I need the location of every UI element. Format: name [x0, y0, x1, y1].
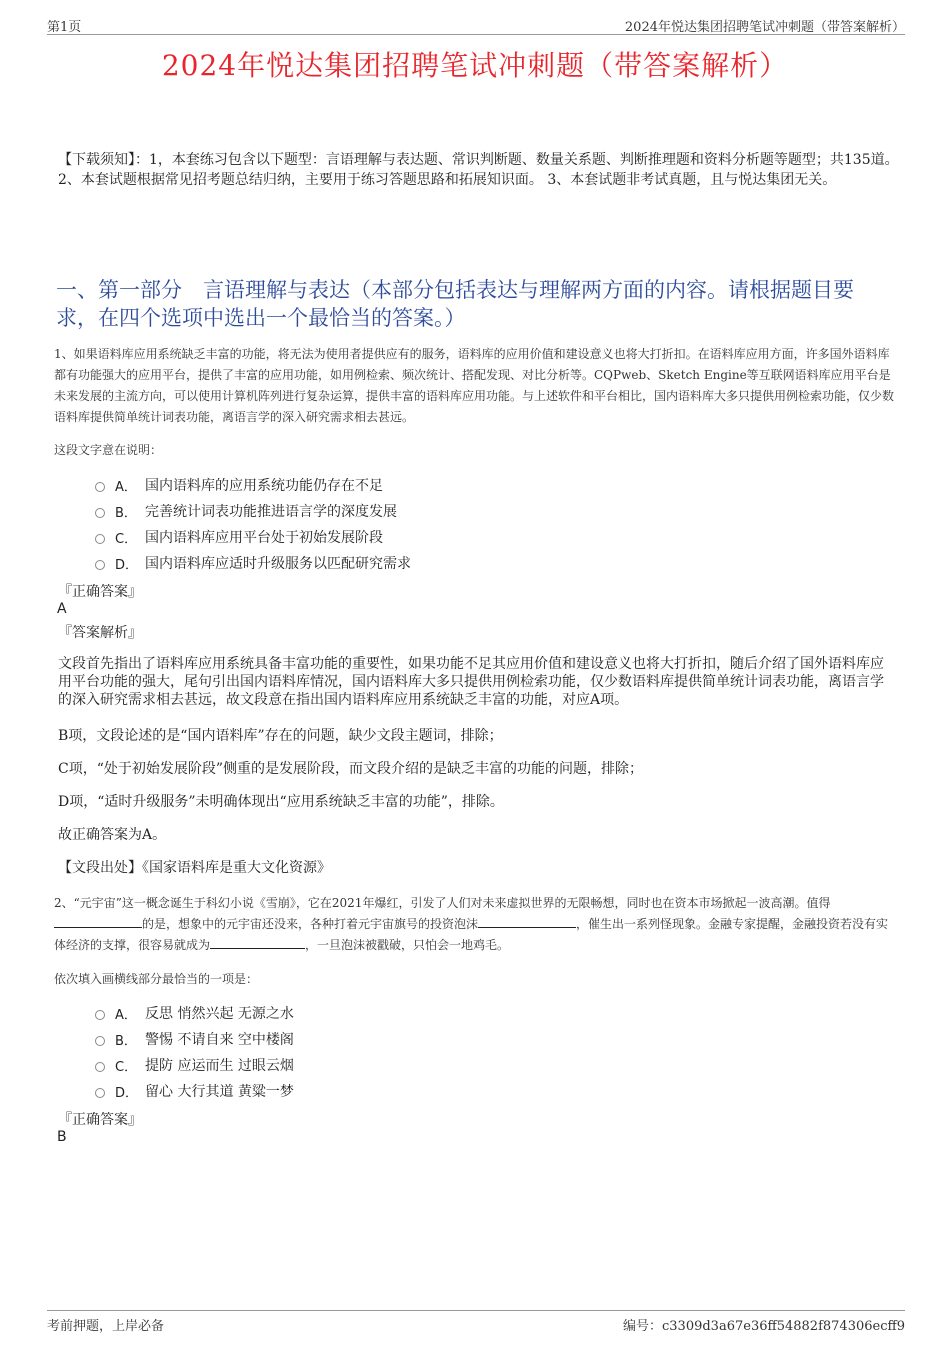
q2-text-part-3: ，催生出一系列怪现象。金融专家提醒，金融投资若没有实体经济的支撑，很容易就成为: [54, 917, 889, 952]
q1-option-d[interactable]: [95, 550, 411, 576]
q2-answer-tag: 『正确答案』: [58, 1112, 142, 1128]
q2-text-part-4: ，一旦泡沫被戳破，只怕会一地鸡毛。: [305, 938, 510, 952]
question-1-text: 1、如果语料库应用系统缺乏丰富的功能，将无法为使用者提供应有的服务，语料库的应用价值和建设意义也将大打折扣。在语料库应用方面，许多国外语料库都有功能强大的应用平台，提供了丰富的应用功能，如用例检索、频次统计、搭配发现、对比分析等。CQPweb、Sketch Engine等互联网语料库应用平台是未来发展的主流方向，可以使用计算机阵列进行复杂运算，提供丰富的语料库应用功能。与上述软件和平台相比，国内语料库大多只提供用例检索功能，仅少数语料库提供简单统计词表功能，离语言学的深入研究需求相去甚远。: [54, 347, 895, 424]
q1-option-a[interactable]: [95, 472, 411, 498]
q1-answer-tag: 『正确答案』: [58, 584, 142, 600]
footer-code: 编号：c3309d3a67e36ff54882f874306ecff9: [623, 1319, 905, 1334]
radio-icon[interactable]: [95, 508, 105, 518]
q2-blank-3[interactable]: [210, 936, 305, 949]
radio-icon[interactable]: [95, 534, 105, 544]
option-text: 国内语料库的应用系统功能仍存在不足: [145, 478, 383, 494]
option-letter: D．: [115, 557, 139, 573]
q1-option-c[interactable]: [95, 524, 411, 550]
download-notice: 【下载须知】：1，本套练习包含以下题型：言语理解与表达题、常识判断题、数量关系题、判断推理题和资料分析题等题型；共135道。 2、本套试题根据常见招考题总结归纳，主要用于练习答题思路和拓展知识面。 3、本套试题非考试真题，且与悦达集团无关。: [58, 152, 899, 188]
question-2-options: [95, 1000, 294, 1104]
q2-text-part-1: 2、“元宇宙”这一概念诞生于科幻小说《雪崩》，它在2021年爆红，引发了人们对未来虚拟世界的无限畅想，同时也在资本市场掀起一波高潮。值得: [54, 896, 831, 910]
radio-icon[interactable]: [95, 1010, 105, 1020]
q1-analysis-main: 文段首先指出了语料库应用系统具备丰富功能的重要性，如果功能不足其应用价值和建设意义也将大打折扣，随后介绍了国外语料库应用平台功能的强大，尾句引出国内语料库情况，国内语料库大多只提供用例检索功能，仅少数语料库提供简单统计词表功能，离语言学的深入研究需求相去甚远，故文段意在指出国内语料库应用系统缺乏丰富的功能，对应A项。: [58, 656, 884, 708]
option-text: 留心 大行其道 黄粱一梦: [145, 1084, 294, 1100]
radio-icon[interactable]: [95, 1062, 105, 1072]
question-2-prompt: 依次填入画横线部分最恰当的一项是：: [54, 972, 259, 986]
q2-option-b[interactable]: [95, 1026, 294, 1052]
option-letter: A．: [115, 479, 137, 495]
option-letter: B．: [115, 505, 137, 521]
q2-answer: B: [57, 1129, 67, 1145]
q1-analysis-c: C项，“处于初始发展阶段”侧重的是发展阶段，而文段介绍的是缺乏丰富的功能的问题，排除；: [58, 761, 644, 777]
q2-option-d[interactable]: [95, 1078, 294, 1104]
page-number: 第1页: [47, 20, 82, 35]
q2-text-part-2: 的是，想象中的元宇宙还没来，各种打着元宇宙旗号的投资泡沫: [142, 917, 479, 931]
q1-analysis-d: D项，“适时升级服务”未明确体现出“应用系统缺乏丰富的功能”，排除。: [58, 794, 504, 810]
option-letter: C．: [115, 531, 138, 547]
option-text: 提防 应运而生 过眼云烟: [145, 1058, 294, 1074]
page-footer: [47, 1310, 905, 1334]
option-letter: D．: [115, 1085, 139, 1101]
q2-blank-1[interactable]: [54, 915, 142, 928]
option-text: 警惕 不请自来 空中楼阁: [145, 1032, 294, 1048]
q2-blank-2[interactable]: [478, 915, 576, 928]
option-letter: B．: [115, 1033, 137, 1049]
page-header: [47, 14, 905, 35]
q2-option-a[interactable]: [95, 1000, 294, 1026]
q1-option-b[interactable]: [95, 498, 411, 524]
section-title: 一、第一部分 言语理解与表达（本部分包括表达与理解两方面的内容。请根据题目要求，在四个选项中选出一个最恰当的答案。）: [56, 278, 854, 330]
q2-option-c[interactable]: [95, 1052, 294, 1078]
radio-icon[interactable]: [95, 560, 105, 570]
footer-slogan: 考前押题，上岸必备: [47, 1319, 165, 1334]
document-title: 2024年悦达集团招聘笔试冲刺题（带答案解析）: [161, 49, 789, 82]
option-text: 反思 悄然兴起 无源之水: [145, 1006, 294, 1022]
q1-analysis-tag: 『答案解析』: [58, 625, 142, 641]
q1-analysis-b: B项，文段论述的是“国内语料库”存在的问题，缺少文段主题词，排除；: [58, 728, 503, 744]
option-letter: A．: [115, 1007, 137, 1023]
question-1-prompt: 这段文字意在说明：: [54, 443, 163, 457]
question-1-options: [95, 472, 411, 576]
q1-answer: A: [57, 601, 67, 617]
radio-icon[interactable]: [95, 482, 105, 492]
question-2-text: [54, 893, 895, 956]
q1-source: 【文段出处】《国家语料库是重大文化资源》: [58, 860, 331, 876]
option-text: 国内语料库应用平台处于初始发展阶段: [145, 530, 383, 546]
q1-analysis-conclusion: 故正确答案为A。: [58, 827, 167, 843]
radio-icon[interactable]: [95, 1088, 105, 1098]
option-letter: C．: [115, 1059, 138, 1075]
option-text: 完善统计词表功能推进语言学的深度发展: [145, 504, 397, 520]
header-doc-name: 2024年悦达集团招聘笔试冲刺题（带答案解析）: [624, 20, 905, 35]
radio-icon[interactable]: [95, 1036, 105, 1046]
option-text: 国内语料库应适时升级服务以匹配研究需求: [145, 556, 411, 572]
